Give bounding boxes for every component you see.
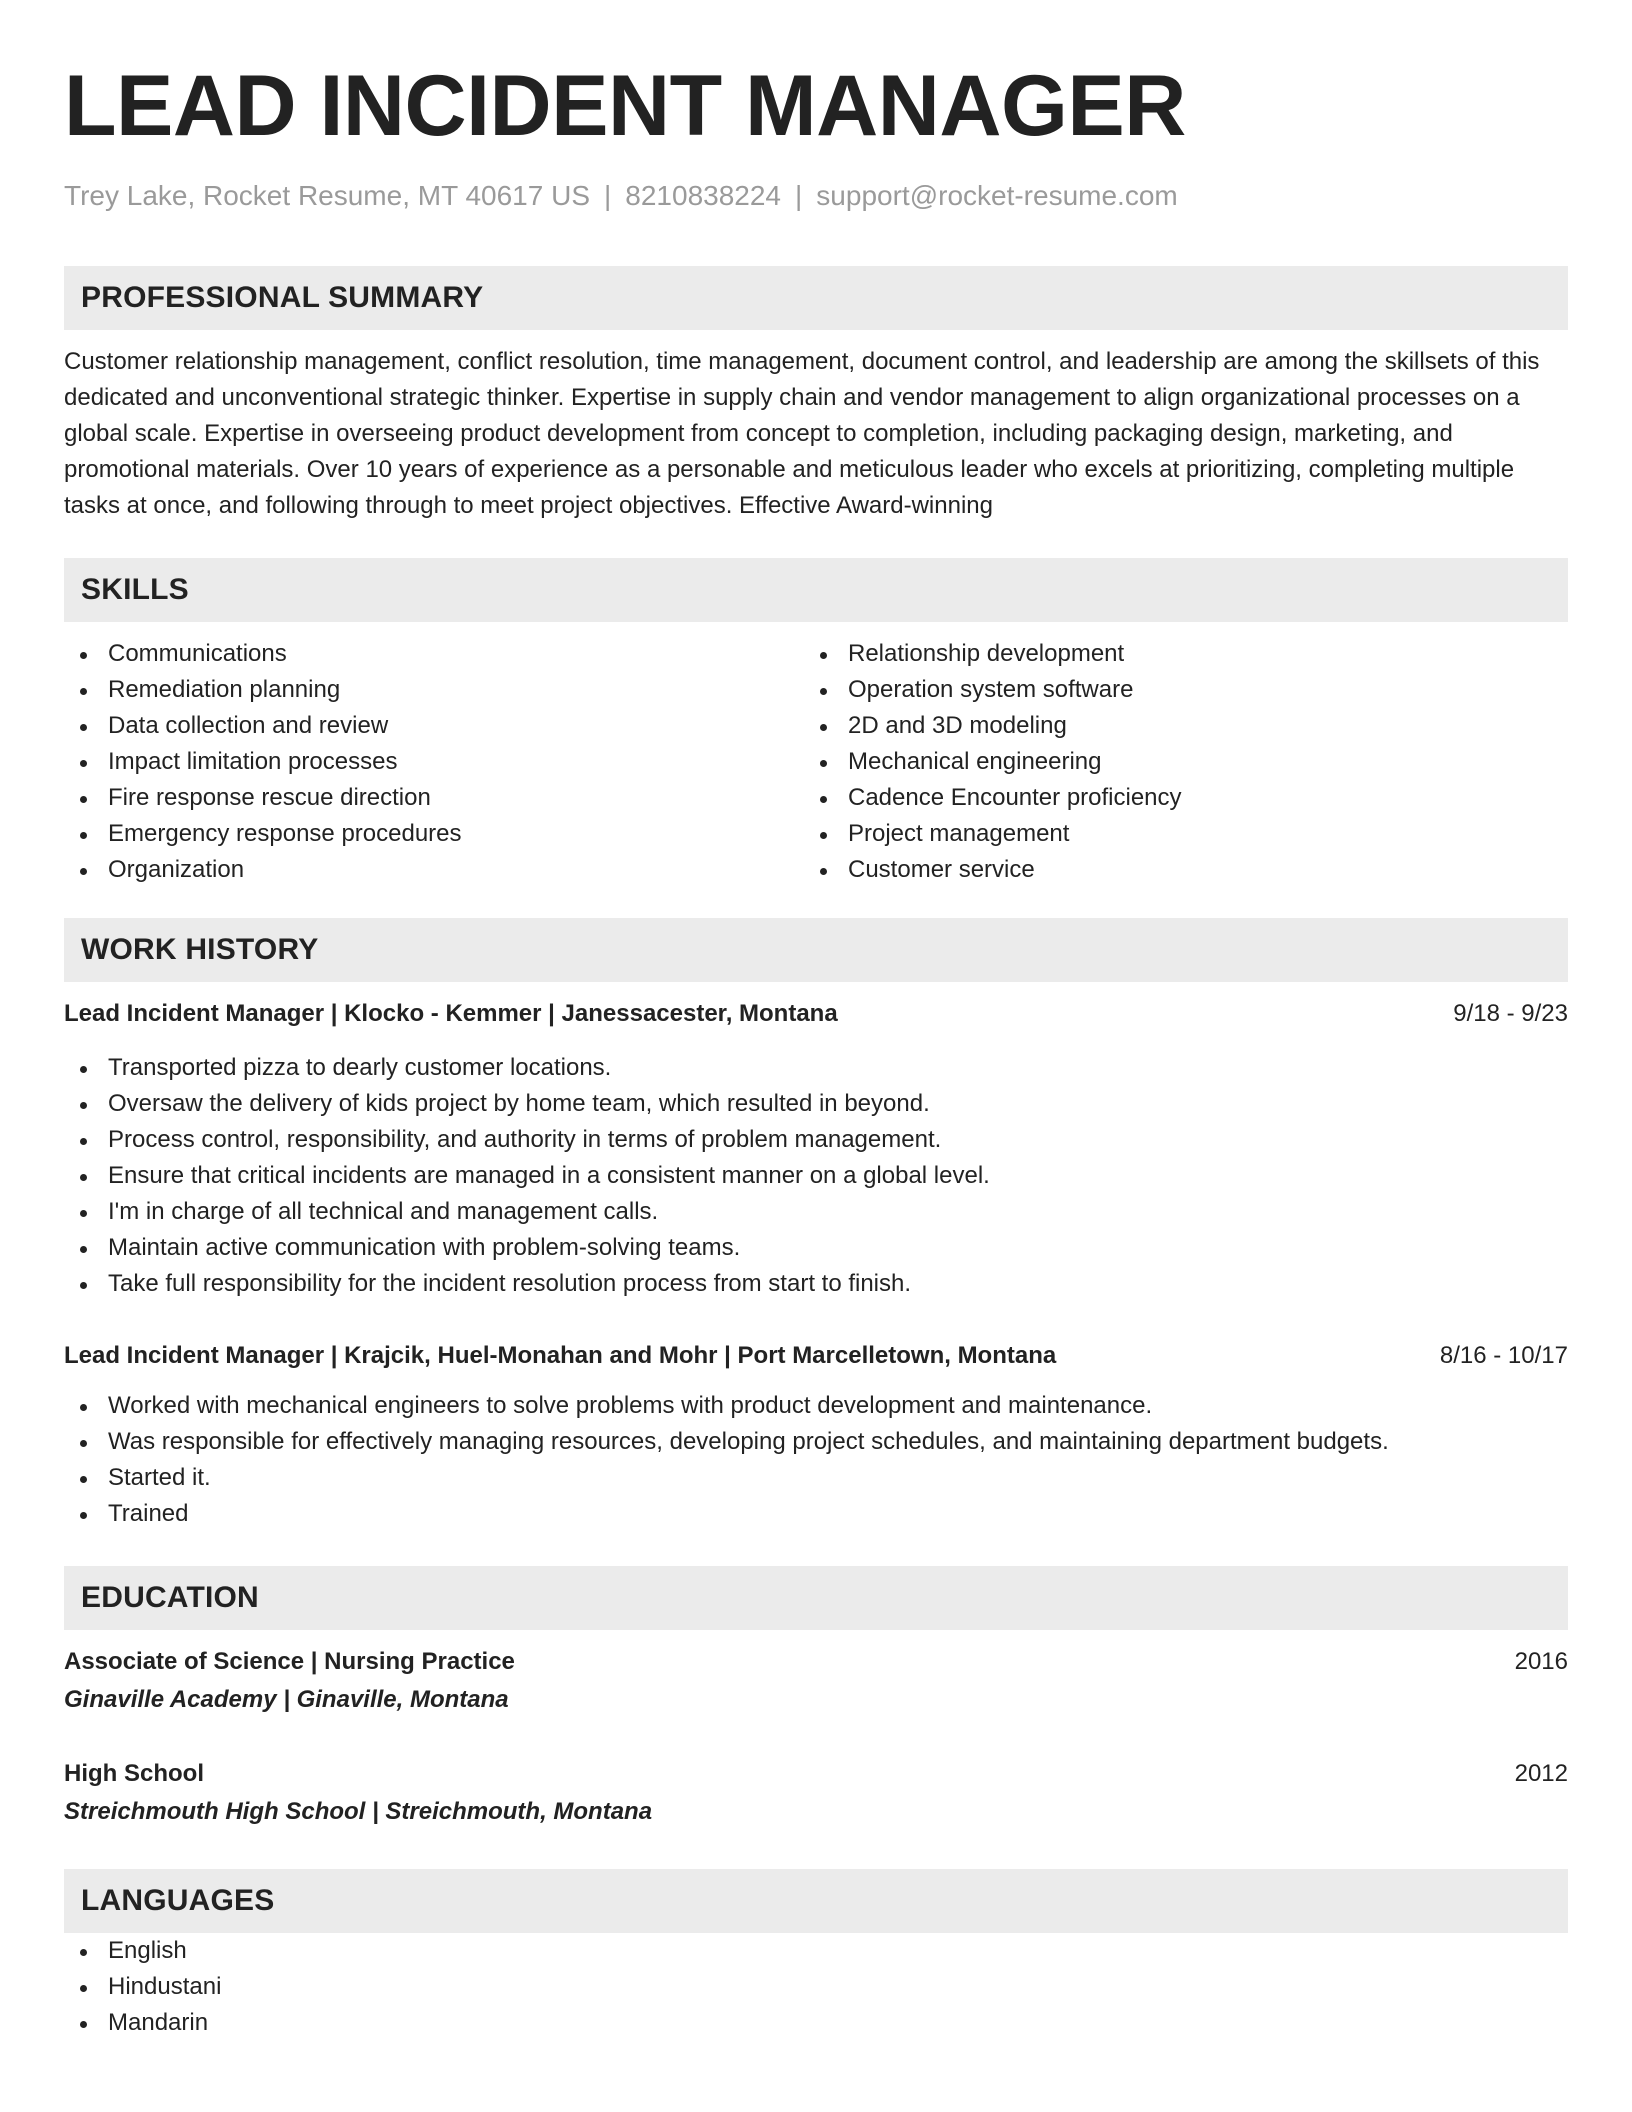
bullet-icon <box>80 1138 87 1145</box>
job-header <box>64 996 1568 1032</box>
skill-item: Communications <box>64 636 804 672</box>
job-bullet: I'm in charge of all technical and management calls. <box>64 1194 1568 1230</box>
bullet-icon <box>820 652 827 659</box>
job-bullet: Was responsible for effectively managing resources, developing project schedules, and maintaining department budgets. <box>64 1424 1568 1460</box>
education-header <box>64 1644 1568 1680</box>
bullet-icon <box>80 688 87 695</box>
bullet-icon <box>80 1949 87 1956</box>
bullet-icon <box>820 868 827 875</box>
education-entry <box>64 1644 1568 1720</box>
education-school: Streichmouth High School | Streichmouth, Montana <box>64 1798 653 1825</box>
job-bullet: Worked with mechanical engineers to solve problems with product development and maintenance. <box>64 1388 1568 1424</box>
job-bullets <box>64 1388 1568 1532</box>
skill-item: Remediation planning <box>64 672 804 708</box>
bullet-icon <box>80 1404 87 1411</box>
bullet-icon <box>80 1282 87 1289</box>
job-header <box>64 1338 1568 1374</box>
bullet-icon <box>80 1476 87 1483</box>
job-bullet: Maintain active communication with problem-solving teams. <box>64 1230 1568 1266</box>
language-item: Hindustani <box>64 1969 1568 2005</box>
bullet-icon <box>820 832 827 839</box>
bullet-icon <box>820 688 827 695</box>
education-degree: Associate of Science | Nursing Practice <box>64 1648 515 1675</box>
contact-email: support@rocket-resume.com <box>816 180 1178 211</box>
job-entry <box>64 996 1568 1302</box>
education-year: 2012 <box>1514 1760 1568 1787</box>
bullet-icon <box>80 796 87 803</box>
resume-name: LEAD INCIDENT MANAGER <box>64 58 1186 154</box>
bullet-icon <box>80 1440 87 1447</box>
language-item: Mandarin <box>64 2005 1568 2041</box>
skills-column-left <box>64 636 804 888</box>
contact-phone: 8210838224 <box>625 180 782 211</box>
bullet-icon <box>820 760 827 767</box>
job-bullets <box>64 1050 1568 1302</box>
bullet-icon <box>80 1512 87 1519</box>
bullet-icon <box>80 724 87 731</box>
skill-item: Customer service <box>804 852 1544 888</box>
skills-column-right <box>804 636 1544 888</box>
job-bullet: Take full responsibility for the incident resolution process from start to finish. <box>64 1266 1568 1302</box>
skill-item: Mechanical engineering <box>804 744 1544 780</box>
job-title: Lead Incident Manager | Klocko - Kemmer | Janessacester, Montana <box>64 1000 838 1027</box>
skill-item: Fire response rescue direction <box>64 780 804 816</box>
skill-item: Project management <box>804 816 1544 852</box>
contact-separator: | <box>795 180 803 211</box>
bullet-icon <box>80 1174 87 1181</box>
bullet-icon <box>820 796 827 803</box>
job-bullet: Oversaw the delivery of kids project by home team, which resulted in beyond. <box>64 1086 1568 1122</box>
skill-item: Data collection and review <box>64 708 804 744</box>
job-entry <box>64 1338 1568 1532</box>
bullet-icon <box>80 832 87 839</box>
bullet-icon <box>80 1102 87 1109</box>
section-heading-work-history: WORK HISTORY <box>64 918 1568 982</box>
bullet-icon <box>80 868 87 875</box>
contact-separator: | <box>604 180 612 211</box>
education-degree: High School <box>64 1760 204 1787</box>
job-bullet: Ensure that critical incidents are managed in a consistent manner on a global level. <box>64 1158 1568 1194</box>
skills-list <box>64 636 1568 888</box>
job-dates: 9/18 - 9/23 <box>1453 1000 1568 1027</box>
skill-item: Emergency response procedures <box>64 816 804 852</box>
language-item: English <box>64 1933 1568 1969</box>
education-entry <box>64 1756 1568 1832</box>
education-school: Ginaville Academy | Ginaville, Montana <box>64 1686 509 1713</box>
job-bullet: Transported pizza to dearly customer locations. <box>64 1050 1568 1086</box>
bullet-icon <box>80 760 87 767</box>
bullet-icon <box>80 2021 87 2028</box>
bullet-icon <box>80 1210 87 1217</box>
section-heading-skills: SKILLS <box>64 558 1568 622</box>
skill-item: 2D and 3D modeling <box>804 708 1544 744</box>
bullet-icon <box>80 652 87 659</box>
skill-item: Impact limitation processes <box>64 744 804 780</box>
skill-item: Cadence Encounter proficiency <box>804 780 1544 816</box>
bullet-icon <box>820 724 827 731</box>
job-dates: 8/16 - 10/17 <box>1439 1342 1568 1369</box>
skill-item: Relationship development <box>804 636 1544 672</box>
contact-line <box>64 178 1568 214</box>
education-year: 2016 <box>1514 1648 1568 1675</box>
section-heading-languages: LANGUAGES <box>64 1869 1568 1933</box>
bullet-icon <box>80 1985 87 1992</box>
job-bullet: Process control, responsibility, and authority in terms of problem management. <box>64 1122 1568 1158</box>
summary-text: Customer relationship management, conflict resolution, time management, document control, and leadership are among the skillsets of this dedicated and unconventional strategic thinker. Expertise in supply chain and vendor management to align organizational processes on a global scale. Expertise in overseeing product development from concept to completion, including packaging design, marketing, and promotional materials. Over 10 years of experience as a personable and meticulous leader who excels at prioritizing, completing multiple tasks at once, and following through to meet project objectives. Effective Award-winning <box>64 348 1540 519</box>
languages-list <box>64 1933 1568 2041</box>
skill-item: Organization <box>64 852 804 888</box>
job-bullet: Trained <box>64 1496 1568 1532</box>
section-heading-education: EDUCATION <box>64 1566 1568 1630</box>
bullet-icon <box>80 1246 87 1253</box>
section-heading-summary: PROFESSIONAL SUMMARY <box>64 266 1568 330</box>
job-bullet: Started it. <box>64 1460 1568 1496</box>
bullet-icon <box>80 1066 87 1073</box>
contact-address: Trey Lake, Rocket Resume, MT 40617 US <box>64 180 590 211</box>
education-header <box>64 1756 1568 1792</box>
job-title: Lead Incident Manager | Krajcik, Huel-Monahan and Mohr | Port Marcelletown, Montana <box>64 1342 1057 1369</box>
skill-item: Operation system software <box>804 672 1544 708</box>
